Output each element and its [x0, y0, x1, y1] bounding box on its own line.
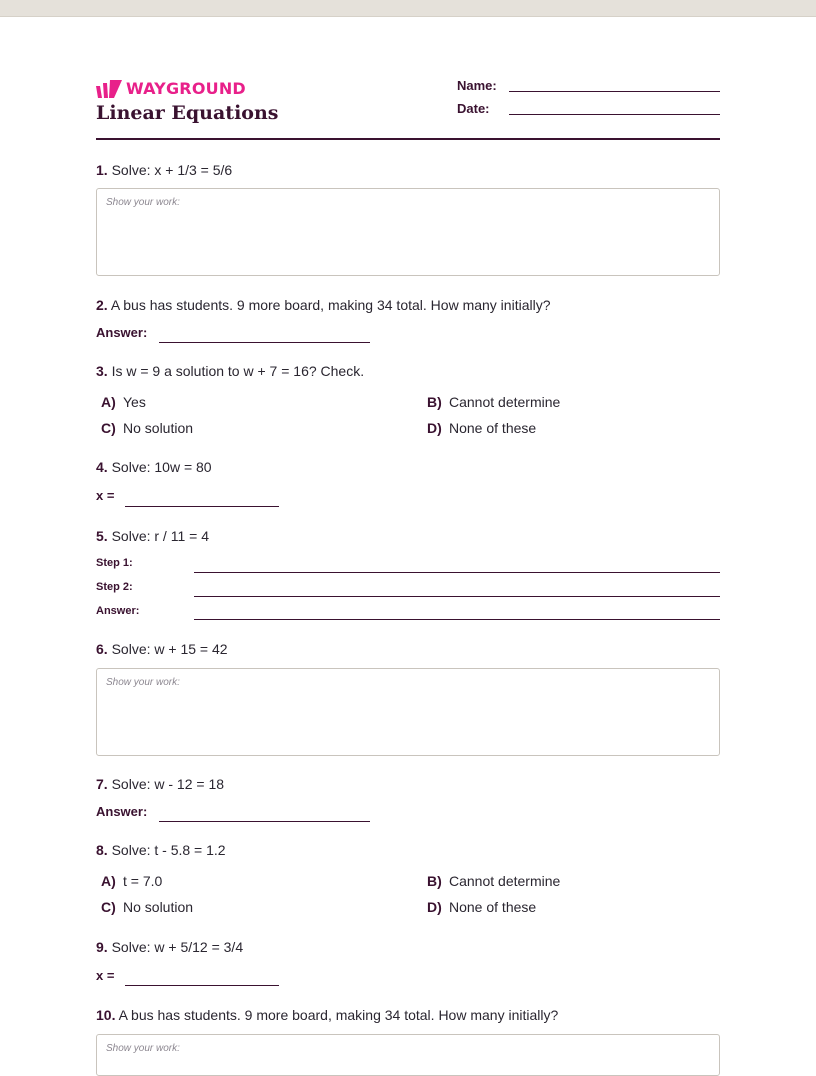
question-text: Is w = 9 a solution to w + 7 = 16? Check.: [111, 363, 365, 379]
question-8: [96, 842, 226, 858]
question-number: 8.: [96, 842, 108, 858]
question-10: [96, 1007, 558, 1023]
work-box[interactable]: [96, 188, 720, 276]
date-label: Date:: [457, 101, 490, 116]
work-placeholder: Show your work:: [106, 677, 180, 688]
option-key: B): [427, 394, 442, 410]
option-c[interactable]: [101, 899, 193, 915]
answer-label: x =: [96, 968, 115, 983]
option-text: No solution: [123, 899, 194, 915]
header-divider: [96, 138, 720, 140]
question-3: [96, 363, 364, 379]
logo-icon: [96, 80, 122, 98]
option-text: Yes: [123, 394, 146, 410]
step-answer-line[interactable]: [194, 619, 720, 620]
option-c[interactable]: [101, 420, 193, 436]
step-2-line[interactable]: [194, 596, 720, 597]
date-field[interactable]: [509, 114, 720, 115]
option-text: Cannot determine: [449, 873, 561, 889]
question-text: Solve: 10w = 80: [111, 459, 212, 475]
step-1-line[interactable]: [194, 572, 720, 573]
question-text: Solve: w + 15 = 42: [111, 641, 228, 657]
answer-label: Answer:: [96, 325, 148, 340]
step-answer-label: Answer:: [96, 605, 140, 617]
work-placeholder: Show your work:: [106, 1043, 180, 1054]
option-text: None of these: [449, 899, 537, 915]
question-number: 7.: [96, 776, 108, 792]
option-text: t = 7.0: [123, 873, 163, 889]
question-text: Solve: t - 5.8 = 1.2: [111, 842, 226, 858]
option-key: C): [101, 420, 116, 436]
question-2: [96, 297, 551, 313]
option-text: None of these: [449, 420, 537, 436]
question-1: [96, 162, 232, 178]
work-box[interactable]: [96, 1034, 720, 1076]
name-field[interactable]: [509, 91, 720, 92]
option-d[interactable]: [427, 420, 536, 436]
option-key: D): [427, 899, 442, 915]
question-number: 10.: [96, 1007, 116, 1023]
question-text: Solve: w - 12 = 18: [111, 776, 225, 792]
question-number: 4.: [96, 459, 108, 475]
question-text: Solve: r / 11 = 4: [111, 528, 209, 544]
option-key: D): [427, 420, 442, 436]
question-7: [96, 776, 224, 792]
option-key: A): [101, 873, 116, 889]
brand-name: WAYGROUND: [126, 79, 246, 98]
answer-line[interactable]: [125, 985, 279, 986]
answer-line[interactable]: [159, 342, 370, 343]
option-b[interactable]: [427, 873, 560, 889]
option-a[interactable]: [101, 873, 162, 889]
option-key: C): [101, 899, 116, 915]
question-6: [96, 641, 228, 657]
question-number: 9.: [96, 939, 108, 955]
question-text: A bus has students. 9 more board, making 34 total. How many initially?: [110, 297, 551, 313]
question-text: A bus has students. 9 more board, making 34 total. How many initially?: [118, 1007, 559, 1023]
question-number: 3.: [96, 363, 108, 379]
question-9: [96, 939, 243, 955]
step-2-label: Step 2:: [96, 581, 133, 593]
answer-line[interactable]: [159, 821, 370, 822]
answer-line[interactable]: [125, 506, 279, 507]
top-bar: [0, 0, 816, 17]
answer-label: x =: [96, 488, 115, 503]
answer-label: Answer:: [96, 804, 148, 819]
question-4: [96, 459, 212, 475]
option-a[interactable]: [101, 394, 146, 410]
option-text: No solution: [123, 420, 194, 436]
name-label: Name:: [457, 78, 497, 93]
question-number: 2.: [96, 297, 108, 313]
question-number: 1.: [96, 162, 108, 178]
question-text: Solve: x + 1/3 = 5/6: [111, 162, 233, 178]
question-number: 5.: [96, 528, 108, 544]
option-b[interactable]: [427, 394, 560, 410]
question-5: [96, 528, 209, 544]
option-d[interactable]: [427, 899, 536, 915]
option-key: A): [101, 394, 116, 410]
brand-logo: [96, 79, 246, 99]
question-number: 6.: [96, 641, 108, 657]
step-1-label: Step 1:: [96, 557, 133, 569]
option-text: Cannot determine: [449, 394, 561, 410]
option-key: B): [427, 873, 442, 889]
question-text: Solve: w + 5/12 = 3/4: [111, 939, 244, 955]
work-box[interactable]: [96, 668, 720, 756]
work-placeholder: Show your work:: [106, 197, 180, 208]
page-title: Linear Equations: [96, 102, 279, 124]
